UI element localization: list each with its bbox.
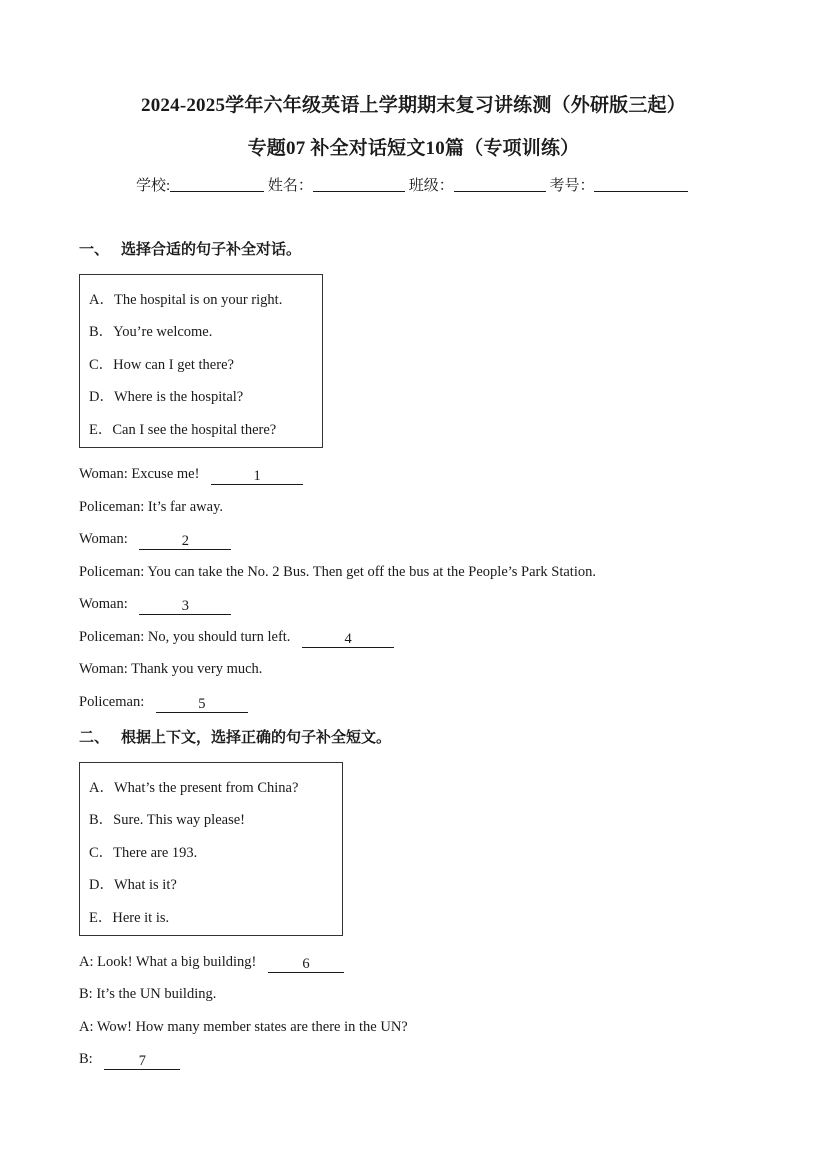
dialogue-text: A: Look! What a big building!: [79, 954, 260, 970]
student-info-line: [136, 174, 688, 195]
school-label: 学校:: [136, 178, 171, 194]
section2-option-e: E．Here it is.: [89, 910, 170, 926]
exam-number-label: 考号：: [549, 178, 595, 194]
dialogue-line: [79, 564, 596, 581]
section2-option-b: B．Sure. This way please!: [89, 812, 245, 828]
exam-number-field: [549, 174, 688, 195]
dialogue-line: [79, 499, 223, 516]
answer-blank-5[interactable]: 5: [156, 697, 248, 713]
answer-blank-1[interactable]: 1: [211, 469, 303, 485]
answer-blank-7[interactable]: 7: [104, 1054, 180, 1070]
dialogue-line: [79, 1051, 180, 1070]
section1-option-b: B．You’re welcome.: [89, 324, 213, 340]
section1-heading: [79, 238, 301, 259]
section1-option-a: A．The hospital is on your right.: [89, 292, 283, 308]
dialogue-line: [79, 661, 262, 678]
section2-option-a: A．What’s the present from China?: [89, 780, 299, 796]
dialogue-line: [79, 986, 216, 1003]
document-subtitle: 专题07 补全对话短文10篇（专项训练）: [247, 138, 580, 159]
dialogue-line: [79, 596, 231, 615]
dialogue-line: [79, 531, 231, 550]
name-label: 姓名：: [267, 178, 313, 194]
section2-option-c: C．There are 193.: [89, 845, 198, 861]
dialogue-text: Policeman:: [79, 694, 148, 710]
dialogue-text: Woman: Excuse me!: [79, 466, 204, 482]
dialogue-line: [79, 466, 303, 485]
name-field: [268, 174, 405, 195]
dialogue-text: A: Wow! How many member states are there in the UN?: [79, 1019, 408, 1035]
school-blank[interactable]: [170, 177, 264, 192]
answer-blank-4[interactable]: 4: [302, 632, 394, 648]
answer-blank-3[interactable]: 3: [139, 599, 231, 615]
class-blank[interactable]: [454, 177, 546, 192]
dialogue-text: B:: [79, 1051, 97, 1067]
exam-number-blank[interactable]: [594, 177, 688, 192]
section1-option-d: D．Where is the hospital?: [89, 389, 244, 405]
section2-number: 二、: [79, 730, 110, 746]
answer-blank-2[interactable]: 2: [139, 534, 231, 550]
class-label: 班级：: [408, 178, 454, 194]
dialogue-text: Woman: Thank you very much.: [79, 661, 263, 677]
section1-option-c: C．How can I get there?: [89, 357, 234, 373]
section2-option-d: D．What is it?: [89, 877, 177, 893]
section1-options-box: [79, 274, 323, 448]
dialogue-text: Policeman: You can take the No. 2 Bus. Then get off the bus at the People’s Park Station.: [79, 564, 596, 580]
dialogue-line: [79, 694, 248, 713]
section1-number: 一、: [79, 242, 110, 258]
section2-options-box: [79, 762, 343, 936]
dialogue-text: Woman:: [79, 531, 132, 547]
dialogue-line: [79, 629, 394, 648]
dialogue-text: B: It’s the UN building.: [79, 986, 217, 1002]
dialogue-text: Policeman: It’s far away.: [79, 499, 224, 515]
dialogue-line: [79, 954, 344, 973]
school-field: [136, 174, 264, 195]
section2-heading: [79, 726, 391, 747]
name-blank[interactable]: [313, 177, 405, 192]
class-field: [409, 174, 546, 195]
section1-option-e: E．Can I see the hospital there?: [89, 422, 277, 438]
dialogue-text: Policeman: No, you should turn left.: [79, 629, 295, 645]
section2-instruction: 根据上下文，选择正确的句子补全短文。: [121, 730, 392, 746]
section1-instruction: 选择合适的句子补全对话。: [121, 242, 302, 258]
document-title: 2024-2025学年六年级英语上学期期末复习讲练测（外研版三起）: [141, 95, 686, 116]
answer-blank-6[interactable]: 6: [268, 957, 344, 973]
dialogue-line: [79, 1019, 408, 1036]
dialogue-text: Woman:: [79, 596, 132, 612]
